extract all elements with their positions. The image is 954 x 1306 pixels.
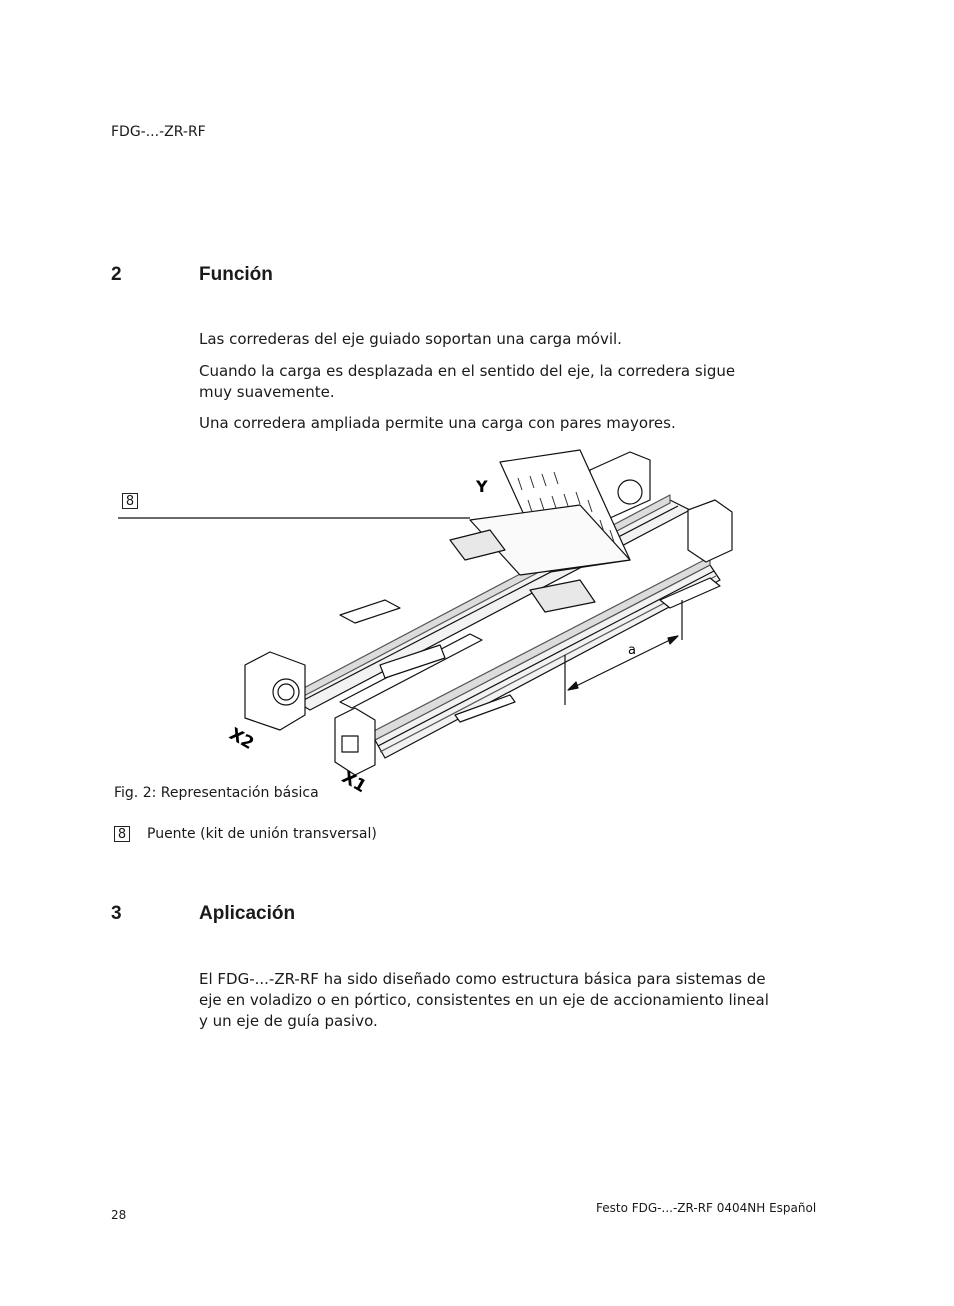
axis-label-y: Y (476, 477, 488, 496)
figure-callout-box: 8 (122, 493, 138, 509)
section-3-number: 3 (111, 903, 122, 924)
mounting-foot (340, 600, 400, 623)
end-cap (688, 500, 732, 562)
dimension-label-a: a (628, 643, 636, 658)
section-2-paragraph-3: Una corredera ampliada permite una carga con pares mayores. (199, 414, 676, 432)
section-2-paragraph-1: Las correderas del eje guiado soportan una carga móvil. (199, 330, 622, 348)
gantry-axis-illustration (110, 440, 760, 800)
end-block-x2 (245, 652, 305, 730)
axis-label-x1: X1 (338, 767, 370, 798)
figure-caption: Fig. 2: Representación básica (114, 785, 319, 801)
document-code-header: FDG-...-ZR-RF (111, 124, 206, 140)
section-2-title: Función (199, 264, 273, 285)
axis-label-x2: X2 (225, 724, 258, 754)
section-2-number: 2 (111, 264, 122, 285)
section-3-paragraph-1: El FDG-...-ZR-RF ha sido diseñado como estructura básica para sistemas de eje en voladizo o en pórtico, consistentes en un eje de accionamiento lineal y un eje de guía pasivo. (199, 970, 769, 1030)
footer-doc-info: Festo FDG-...-ZR-RF 0404NH Español (596, 1201, 817, 1215)
section-3-title: Aplicación (199, 903, 296, 924)
legend-number-box: 8 (114, 826, 130, 842)
page-number: 28 (111, 1208, 127, 1222)
section-2-paragraph-2: Cuando la carga es desplazada en el sentido del eje, la corredera sigue muy suavemente. (199, 362, 736, 401)
legend-text: Puente (kit de unión transversal) (147, 826, 377, 842)
